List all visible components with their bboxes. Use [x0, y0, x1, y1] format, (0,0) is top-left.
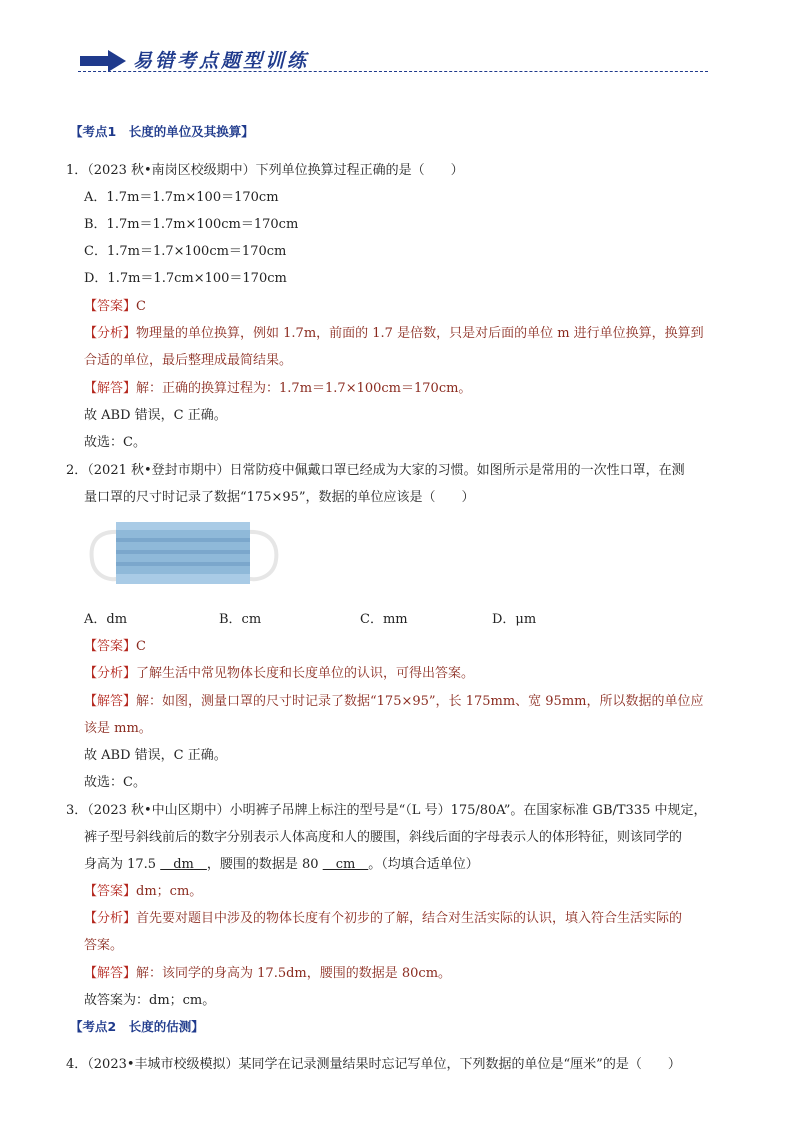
analysis-text: 首先要对题目中涉及的物体长度有个初步的了解，结合对生活实际的认识，填入符合生活实际的 — [136, 911, 683, 926]
solution-text: 解：该同学的身高为 17.5dm，腰围的数据是 80cm。 — [136, 966, 452, 981]
solution-label: 【解答】 — [84, 381, 137, 396]
analysis-text: 了解生活中常见物体长度和长度单位的认识，可得出答案。 — [136, 666, 475, 681]
question-3-analysis-line-2: 答案。 — [84, 938, 124, 953]
answer-label: 【答案】 — [84, 884, 137, 899]
question-3-analysis-line-1 — [84, 907, 682, 926]
solution-label: 【解答】 — [84, 694, 137, 709]
question-2-analysis-line-1 — [84, 662, 474, 681]
question-1-option-c: C．1.7m＝1.7×100cm＝170cm — [84, 244, 287, 259]
face-mask-image — [88, 516, 280, 592]
question-1-option-b: B．1.7m＝1.7m×100cm＝170cm — [84, 217, 299, 232]
question-1-analysis-line-1 — [84, 322, 704, 341]
solution-text: 解：如图，测量口罩的尺寸时记录了数据“175×95”，长 175mm、宽 95mm，所以数据的单位应 — [136, 694, 704, 709]
section-title-1: 【考点1 长度的单位及其换算】 — [70, 124, 254, 139]
question-2-solution-line-1 — [84, 690, 703, 709]
question-1-option-d: D．1.7m＝1.7cm×100＝170cm — [84, 271, 287, 286]
answer-value: C — [136, 639, 146, 654]
answer-label: 【答案】 — [84, 299, 137, 314]
header-arrow-icon — [80, 50, 126, 72]
question-1-analysis-line-2: 合适的单位，最后整理成最简结果。 — [84, 353, 293, 368]
question-1-solution-line-1 — [84, 377, 471, 396]
question-1-answer — [84, 295, 146, 314]
section-title-2: 【考点2 长度的估测】 — [70, 1019, 204, 1034]
answer-value: dm；cm。 — [136, 884, 203, 899]
question-3-solution-line-2: 故答案为：dm；cm。 — [84, 993, 216, 1008]
question-2-answer — [84, 635, 146, 654]
question-1-option-a: A．1.7m＝1.7m×100＝170cm — [84, 190, 279, 205]
question-2-option-c: C．mm — [360, 612, 408, 627]
question-1-stem: 1．（2023 秋•南岗区校级期中）下列单位换算过程正确的是（ ） — [66, 163, 464, 178]
question-1-solution-line-3: 故选：C。 — [84, 435, 146, 450]
question-3-answer — [84, 880, 202, 899]
header-title: 易错考点题型训练 — [133, 50, 310, 72]
question-1-solution-line-2: 故 ABD 错误，C 正确。 — [84, 408, 227, 423]
question-2-stem-line-2: 量口罩的尺寸时记录了数据“175×95”，数据的单位应该是（ ） — [84, 490, 475, 505]
answer-value: C — [136, 299, 146, 314]
stem-text-a: 身高为 17.5 — [84, 857, 161, 872]
header-divider — [78, 71, 708, 72]
question-2-solution-line-3: 故 ABD 错误，C 正确。 — [84, 748, 227, 763]
answer-blank-2: cm — [322, 857, 369, 872]
solution-text: 解：正确的换算过程为：1.7m＝1.7×100cm＝170cm。 — [136, 381, 472, 396]
question-4-stem: 4．（2023•丰城市校级模拟）某同学在记录测量结果时忘记写单位，下列数据的单位是“厘米”的是（ ） — [66, 1057, 681, 1072]
analysis-text: 物理量的单位换算，例如 1.7m，前面的 1.7 是倍数，只是对后面的单位 m 进行单位换算，换算到 — [136, 326, 704, 341]
stem-text-b: ，腰围的数据是 80 — [206, 857, 323, 872]
question-2-option-a: A．dm — [84, 612, 128, 627]
answer-label: 【答案】 — [84, 639, 137, 654]
question-3-solution-line-1 — [84, 962, 451, 981]
stem-text-c: 。（均填合适单位） — [368, 857, 479, 872]
analysis-label: 【分析】 — [84, 666, 137, 681]
question-3-stem-line-1: 3．（2023 秋•中山区期中）小明裤子吊牌上标注的型号是“（L 号）175/80A”。在国家标准 GB/T335 中规定， — [66, 803, 707, 818]
question-2-stem-line-1: 2．（2021 秋•登封市期中）日常防疫中佩戴口罩已经成为大家的习惯。如图所示是常用的一次性口罩，在测 — [66, 463, 685, 478]
question-3-stem-line-2: 裤子型号斜线前后的数字分别表示人体高度和人的腰围，斜线后面的字母表示人的体形特征，则该同学的 — [84, 830, 683, 845]
question-2-solution-line-4: 故选：C。 — [84, 775, 146, 790]
analysis-label: 【分析】 — [84, 326, 137, 341]
question-2-solution-line-2: 该是 mm。 — [84, 721, 152, 736]
solution-label: 【解答】 — [84, 966, 137, 981]
question-2-option-b: B．cm — [219, 612, 262, 627]
answer-blank-1: dm — [160, 857, 207, 872]
analysis-label: 【分析】 — [84, 911, 137, 926]
question-3-stem-line-3 — [84, 853, 479, 872]
question-2-option-d: D．μm — [492, 612, 537, 627]
